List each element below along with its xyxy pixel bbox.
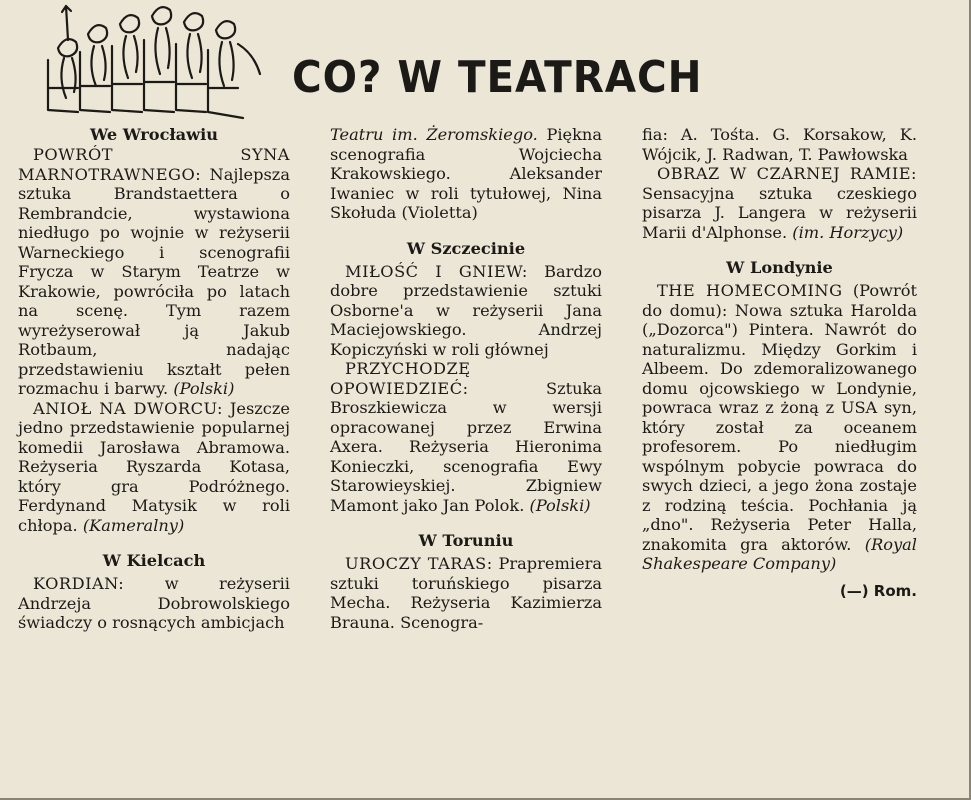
review-text: w reżyserii Andrzeja Dobrowolskiego świadczy o rosnących ambicjach <box>18 574 290 632</box>
play-title: KORDIAN: <box>33 574 125 593</box>
column-3 <box>642 125 917 601</box>
city-heading-torun: W Toruniu <box>418 531 514 550</box>
theatre-name: (im. Horzycy) <box>792 222 904 242</box>
theatre-audience-logo-icon <box>38 0 268 125</box>
review-text: Prapremiera sztuki toruńskiego pisarza Mecha. Reżyseria Kazimierza Brauna. Scenogra- <box>330 554 602 632</box>
masthead <box>0 0 971 125</box>
play-title: ANIOŁ NA DWORCU: <box>33 398 223 418</box>
review-powrot-syna <box>18 145 290 399</box>
play-title: OBRAZ W CZARNEJ RAMIE: <box>657 164 917 183</box>
author-signature: (—) Rom. <box>839 581 917 600</box>
play-title: THE HOMECOMING <box>657 281 843 300</box>
review-aniol-na-dworcu <box>18 399 290 536</box>
review-uroczy-taras <box>330 554 602 632</box>
theatre-name: (Kameralny) <box>82 515 185 535</box>
review-the-homecoming <box>642 281 917 574</box>
city-heading-wroclaw: We Wrocławiu <box>90 125 218 144</box>
play-title: POWRÓT SYNA MARNOTRAWNEGO: <box>18 145 290 184</box>
review-text: Bardzo dobre przedstawienie sztuki Osborne'a w reżyserii Jana Maciejowskiego. Andrzej Kopiczyński w roli głównej <box>330 261 602 359</box>
play-title: UROCZY TARAS: <box>345 554 493 573</box>
theatre-name: (Polski) <box>529 495 591 515</box>
review-text: Sztuka Broszkiewicza w wersji opracowanej przez Erwina Axera. Reżyseria Hieronima Konieczki, scenografia Ewy Starowieyskiej. Zbigniew Mamont jako Jan Polok. <box>330 378 602 515</box>
play-title: PRZYCHODZĘ OPOWIEDZIEĆ: <box>330 359 471 398</box>
city-heading-london: W Londynie <box>726 258 833 277</box>
city-heading-szczecin: W Szczecinie <box>406 238 526 258</box>
column-1 <box>18 125 290 633</box>
review-kordian <box>18 574 290 633</box>
review-text: (Powrót do domu): Nowa sztuka Harolda („Dozorca") Pintera. Nawrót do naturalizmu. Między Gorkim i Albeem. Do zdemoralizowanego domu ojcowskiego w Londynie, powraca wraz z żoną z USA syn, który został za oceanem profesorem. Po niedługim wspólnym pobycie powraca do swych dzieci, a jego żona zostaje z rodziną teścia. Pochłania ją „dno". Reżyseria Peter Halla, znakomita gra aktorów. <box>642 281 917 554</box>
theatre-name: Teatru im. Żeromskiego. <box>330 125 538 144</box>
review-text: Najlepsza sztuka Brandstaettera o Rembrandcie, wystawiona niedługo po wojnie w reżyserii Warneckiego i scenografii Frycza w Starym Teatrze w Krakowie, powróciła po latach na scenę. Tym razem wyreżyserował ją Jakub Rotbaum, nadając przedstawieniu kształt pełen rozmachu i barwy. <box>18 164 290 398</box>
theatre-name: (Polski) <box>173 379 235 398</box>
play-title: MIŁOŚĆ I GNIEW: <box>345 261 528 281</box>
review-uroczy-taras-cont <box>642 125 917 164</box>
review-text: Jeszcze jedno przedstawienie popularnej komedii Jarosława Abramowa. Reżyseria Ryszarda Kotasa, który gra Podróżnego. Ferdynand Matysik w roli chłopa. <box>18 398 290 535</box>
page-title: CO? W TEATRACH <box>292 52 703 103</box>
review-przychodze-opowiedziec <box>330 359 602 515</box>
city-heading-kielce: W Kielcach <box>102 551 206 570</box>
review-milosc-i-gniew <box>330 262 602 360</box>
review-obraz-w-czarnej-ramie <box>642 164 917 242</box>
review-text: fia: A. Tośta. G. Korsakow, K. Wójcik, J. Radwan, T. Pawłowska <box>642 125 917 164</box>
column-2 <box>330 125 602 632</box>
review-kordian-cont <box>330 125 602 223</box>
review-text: Sensacyjna sztuka czeskiego pisarza J. Langera w reżyserii Marii d'Alphonse. <box>642 183 917 242</box>
theatre-name: (Royal Shakespeare Company) <box>642 534 917 573</box>
review-text: Piękna scenografia Wojciecha Krakowskiego. Aleksander Iwaniec w roli tytułowej, Nina Skołuda (Violetta) <box>330 125 602 222</box>
